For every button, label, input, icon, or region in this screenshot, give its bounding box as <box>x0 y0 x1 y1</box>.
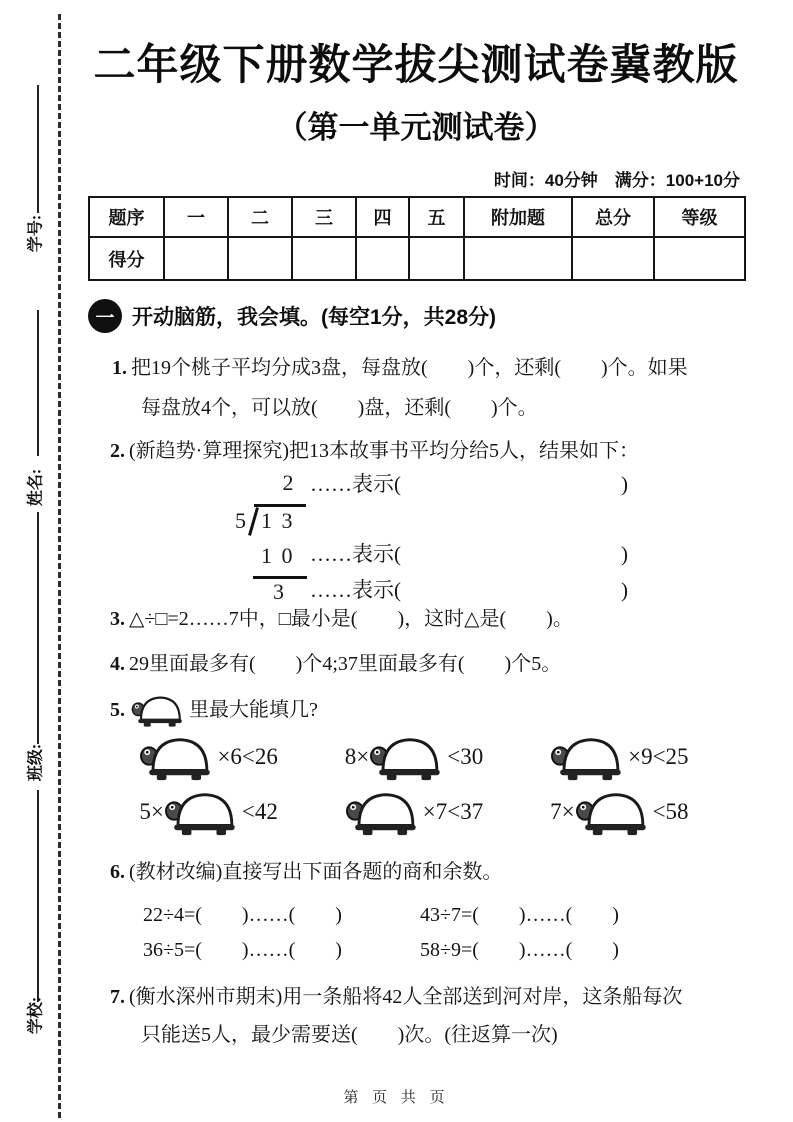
col-header-total: 总分 <box>572 197 654 237</box>
score-cell <box>228 237 292 280</box>
page-footer: 第 页 共 页 <box>343 1090 450 1106</box>
question-3-number: 3. <box>110 608 125 630</box>
division-product: 1 0 <box>261 543 295 568</box>
col-header-three: 三 <box>292 197 356 237</box>
question-4-text: 29里面最多有( )个4;37里面最多有( )个5。 <box>129 653 562 675</box>
question-7-text: (衡水深州市期末)用一条船将42人全部送到河对岸，这条船每次 <box>129 986 683 1008</box>
table-header-row <box>89 197 745 237</box>
division-quotient: 2 <box>282 470 296 495</box>
turtle-item <box>311 732 516 782</box>
col-header-four: 四 <box>356 197 409 237</box>
division-vinculum <box>254 504 306 507</box>
section-one-title: 开动脑筋，我会填。(每空1分，共28分) <box>132 306 497 329</box>
question-7-line-2: 只能送5人，最少需要送( )次。(往返算一次) <box>141 1024 558 1046</box>
question-4 <box>110 650 561 678</box>
question-2-text: (新趋势·算理探究)把13本故事书平均分给5人，结果如下： <box>129 440 639 462</box>
score-row-label: 得分 <box>89 237 164 280</box>
score-cell <box>356 237 409 280</box>
turtle-icon <box>345 787 423 837</box>
question-1-number: 1. <box>112 357 127 379</box>
division-annotation-remainder <box>310 576 628 604</box>
sidebar-label-student-id: 学号: <box>27 214 45 253</box>
turtle-inequality-row-1 <box>106 732 722 782</box>
school-blank-line <box>37 790 39 1002</box>
equation-4: 58÷9=( )……( ) <box>420 939 619 961</box>
score-table <box>88 196 746 281</box>
question-2-line-1 <box>110 437 639 465</box>
turtle-item <box>106 732 311 782</box>
turtle-icon <box>164 787 242 837</box>
turtle-icon <box>369 732 447 782</box>
time-score-info: 时间：40分钟 满分：100+10分 <box>493 171 740 190</box>
col-header-two: 二 <box>228 197 292 237</box>
section-one-header <box>88 299 496 333</box>
question-7-number: 7. <box>110 986 125 1008</box>
turtle-prefix: 5× <box>139 799 164 824</box>
question-4-number: 4. <box>110 653 125 675</box>
score-cell <box>572 237 654 280</box>
question-1-line-2: 每盘放4个，可以放( )盘，还剩( )个。 <box>141 397 538 419</box>
division-divisor: 5 <box>235 508 248 533</box>
question-1-text: 把19个桃子平均分成3盘，每盘放( )个，还剩( )个。如果 <box>131 357 688 379</box>
student-id-blank-line <box>37 85 39 213</box>
division-bracket-slash <box>248 507 259 536</box>
division-dividend: 1 3 <box>261 508 295 533</box>
sidebar-label-name: 姓名: <box>27 468 45 507</box>
question-6 <box>110 858 502 886</box>
col-header-one: 一 <box>164 197 228 237</box>
division-remainder: 3 <box>273 579 286 604</box>
seal-dashed-line <box>58 14 61 1118</box>
turtle-inequality-row-2 <box>106 787 722 837</box>
division-annotation-product <box>310 540 628 568</box>
turtle-item <box>311 787 516 837</box>
turtle-icon <box>550 732 628 782</box>
question-3 <box>110 605 573 633</box>
turtle-suffix: <58 <box>652 799 689 824</box>
score-cell <box>464 237 572 280</box>
score-cell <box>409 237 464 280</box>
name-blank-line <box>37 310 39 456</box>
col-header-bonus: 附加题 <box>464 197 572 237</box>
annotation-close-paren: ) <box>621 472 628 496</box>
turtle-item <box>106 787 311 837</box>
score-cell <box>292 237 356 280</box>
turtle-prefix: 7× <box>550 799 575 824</box>
annotation-close-paren: ) <box>621 578 628 602</box>
score-cell <box>164 237 228 280</box>
turtle-suffix: ×6<26 <box>217 744 278 769</box>
sidebar-label-school: 学校: <box>27 996 45 1035</box>
score-cell <box>654 237 745 280</box>
annotation-text: ……表示( <box>310 542 401 566</box>
annotation-text: ……表示( <box>310 578 401 602</box>
page-title: 二年级下册数学拔尖测试卷冀教版 <box>93 41 739 88</box>
turtle-item <box>517 787 722 837</box>
turtle-suffix: <30 <box>447 744 484 769</box>
sidebar-label-class: 班级: <box>27 743 45 782</box>
col-header-grade: 等级 <box>654 197 745 237</box>
turtle-prefix: 8× <box>344 744 370 769</box>
division-annotation-quotient <box>310 470 628 498</box>
class-blank-line <box>37 512 39 744</box>
turtle-suffix: ×9<25 <box>628 744 689 769</box>
section-one-badge: 一 <box>88 299 122 333</box>
question-5-number: 5. <box>110 699 125 721</box>
equation-3: 36÷5=( )……( ) <box>143 939 342 961</box>
turtle-suffix: <42 <box>241 799 278 824</box>
question-2-number: 2. <box>110 440 125 462</box>
turtle-item <box>517 732 722 782</box>
question-5 <box>110 692 318 728</box>
question-3-text: △÷□=2……7中，□最小是( )，这时△是( )。 <box>129 608 573 630</box>
equation-2: 43÷7=( )……( ) <box>420 904 619 926</box>
turtle-icon <box>575 787 653 837</box>
question-6-number: 6. <box>110 861 125 883</box>
annotation-close-paren: ) <box>621 542 628 566</box>
question-1-line-1 <box>112 354 688 382</box>
col-header-question-order: 题序 <box>89 197 164 237</box>
turtle-icon <box>131 692 187 728</box>
question-7-line-1 <box>110 983 682 1011</box>
annotation-text: ……表示( <box>310 472 401 496</box>
turtle-icon <box>139 732 217 782</box>
page-subtitle: （第一单元测试卷） <box>276 110 556 145</box>
score-row <box>89 237 745 280</box>
question-5-text: 里最大能填几? <box>189 699 318 721</box>
equation-1: 22÷4=( )……( ) <box>143 904 342 926</box>
col-header-five: 五 <box>409 197 464 237</box>
question-6-text: (教材改编)直接写出下面各题的商和余数。 <box>129 861 503 883</box>
turtle-suffix: ×7<37 <box>422 799 484 824</box>
